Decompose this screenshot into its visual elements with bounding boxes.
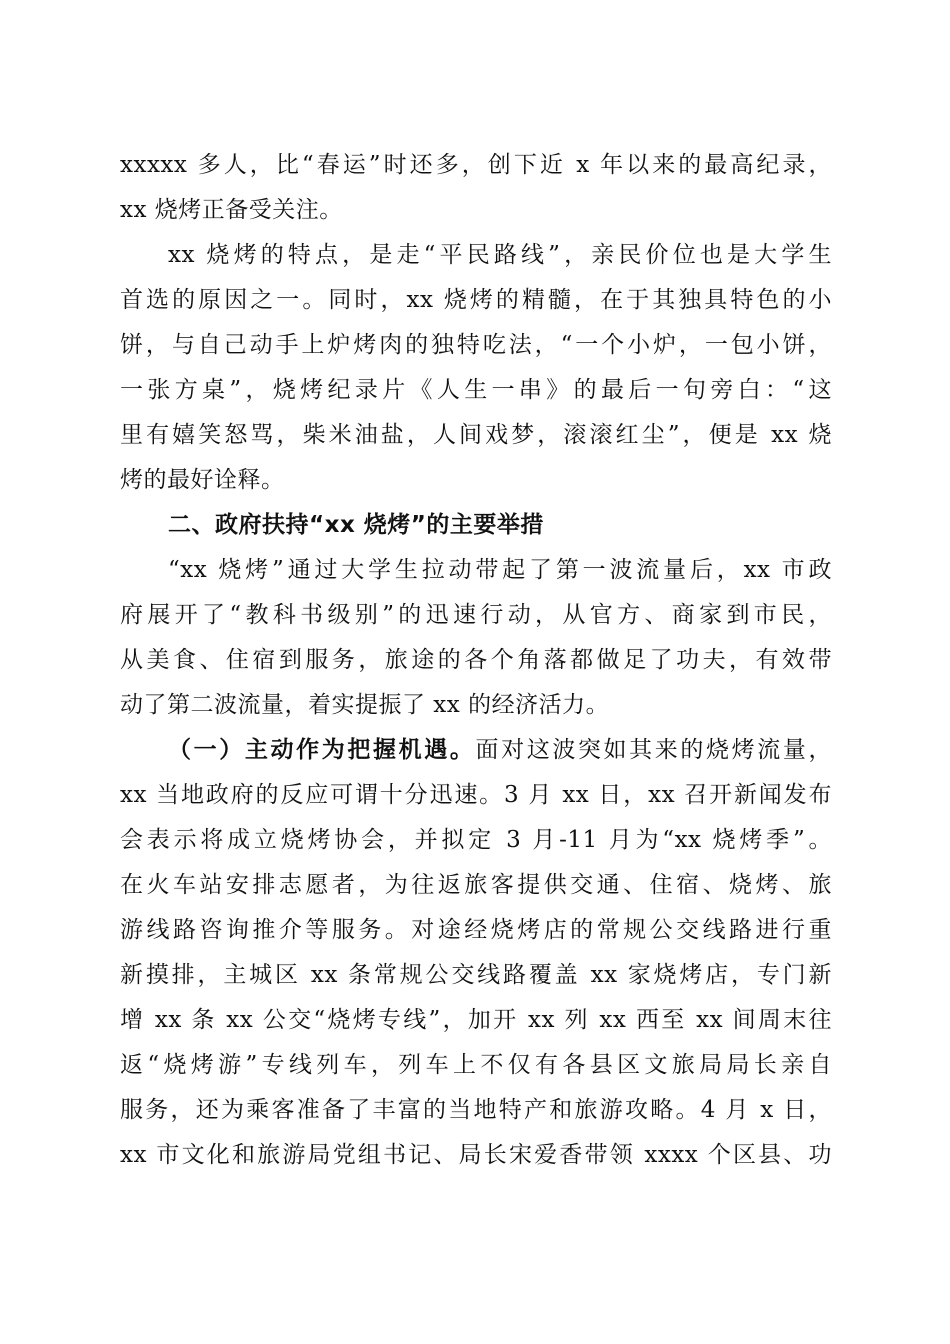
paragraph-line: 增 xx 条 xx 公交“烧烤专线”，加开 xx 列 xx 西至 xx 间周末往 bbox=[120, 1007, 832, 1033]
paragraph-line: xx 烧烤的特点，是走“平民路线”，亲民价位也是大学生 bbox=[168, 242, 832, 268]
paragraph-first-line bbox=[168, 733, 832, 767]
paragraph-line: 府展开了“教科书级别”的迅速行动，从官方、商家到市民， bbox=[120, 602, 832, 628]
paragraph-line: xx 当地政府的反应可谓十分迅速。3 月 xx 日，xx 召开新闻发布 bbox=[120, 782, 832, 808]
paragraph-line: xx 烧烤正备受关注。 bbox=[120, 197, 343, 223]
paragraph-line: 里有嬉笑怒骂，柴米油盐，人间戏梦，滚滚红尘”，便是 xx 烧 bbox=[120, 422, 832, 448]
paragraph-line: 游线路咨询推介等服务。对途经烧烤店的常规公交线路进行重 bbox=[120, 917, 832, 943]
subsection-lead: （一）主动作为把握机遇。 bbox=[168, 737, 476, 763]
paragraph-line: 首选的原因之一。同时，xx 烧烤的精髓，在于其独具特色的小 bbox=[120, 287, 832, 313]
paragraph-line: 在火车站安排志愿者，为往返旅客提供交通、住宿、烧烤、旅 bbox=[120, 872, 832, 898]
paragraph-line: 从美食、住宿到服务，旅途的各个角落都做足了功夫，有效带 bbox=[120, 647, 832, 673]
paragraph-line: 服务，还为乘客准备了丰富的当地特产和旅游攻略。4 月 x 日， bbox=[120, 1097, 832, 1123]
paragraph-text: 面对这波突如其来的烧烤流量， bbox=[475, 737, 832, 763]
paragraph-line: “xx 烧烤”通过大学生拉动带起了第一波流量后，xx 市政 bbox=[168, 557, 832, 583]
paragraph-line: 返“烧烤游”专线列车，列车上不仅有各县区文旅局局长亲自 bbox=[120, 1052, 832, 1078]
paragraph-line: 烤的最好诠释。 bbox=[120, 467, 285, 493]
paragraph-line: 饼，与自己动手上炉烤肉的独特吃法，“一个小炉，一包小饼， bbox=[120, 332, 832, 358]
paragraph-line: 新摸排，主城区 xx 条常规公交线路覆盖 xx 家烧烤店，专门新 bbox=[120, 962, 832, 988]
paragraph-line: 一张方桌”，烧烤纪录片《人生一串》的最后一句旁白：“这 bbox=[120, 377, 832, 403]
paragraph-line: xx 市文化和旅游局党组书记、局长宋爱香带领 xxxx 个区县、功 bbox=[120, 1142, 832, 1168]
paragraph-line: xxxxx 多人，比“春运”时还多，创下近 x 年以来的最高纪录， bbox=[120, 152, 832, 178]
section-heading: 二、政府扶持“xx 烧烤”的主要举措 bbox=[168, 512, 544, 538]
paragraph-line: 动了第二波流量，着实提振了 xx 的经济活力。 bbox=[120, 692, 610, 718]
paragraph-line: 会表示将成立烧烤协会，并拟定 3 月-11 月为“xx 烧烤季”。 bbox=[120, 827, 832, 853]
